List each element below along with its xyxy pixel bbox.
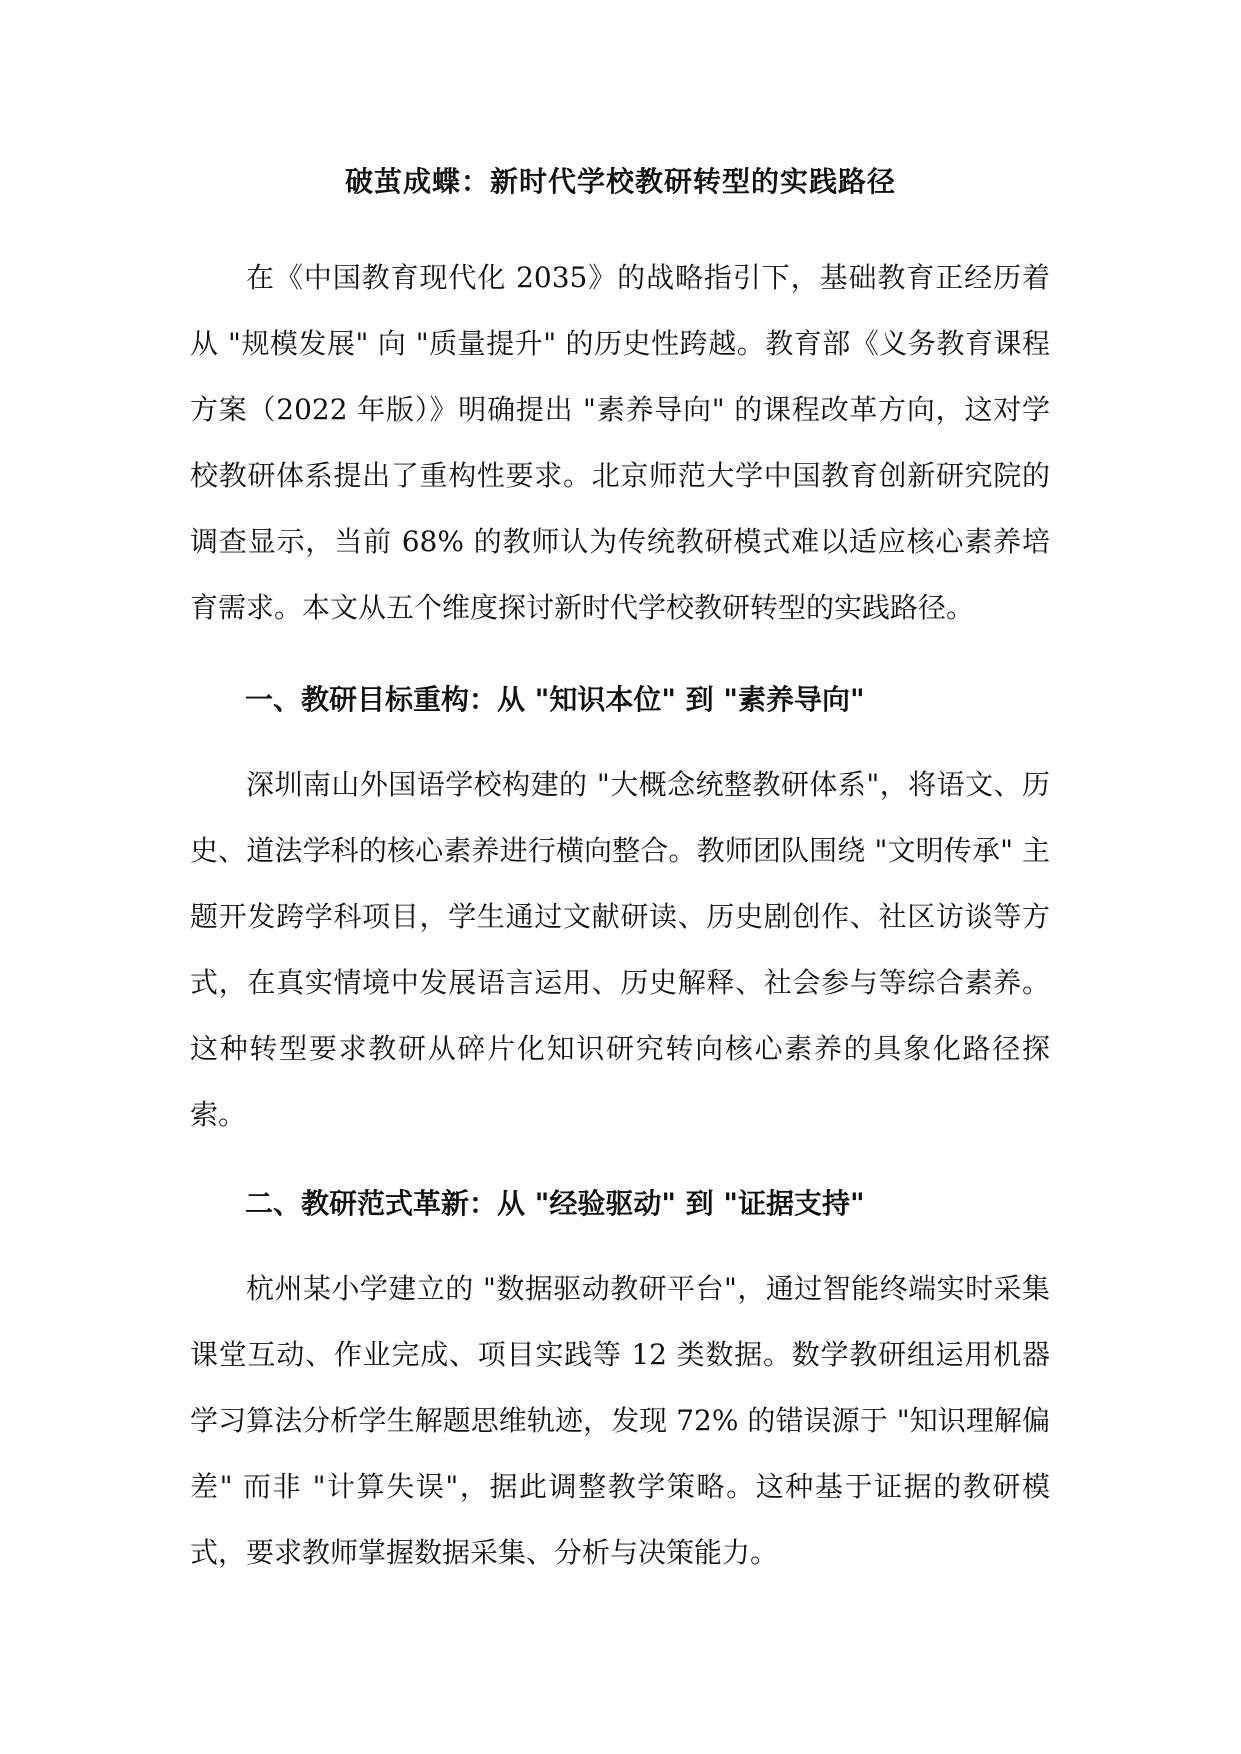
document-title: 破茧成蝶：新时代学校教研转型的实践路径 [344,165,896,198]
section-body-2: 杭州某小学建立的 "数据驱动教研平台"，通过智能终端实时采集课堂互动、作业完成、项目实践等 12 类数据。数学教研组运用机器学习算法分析学生解题思维轨迹，发现 72% 的错误源于 "知识理解偏差" 而非 "计算失误"，据此调整教学策略。这种基于证据的教研模式，要求教师掌握数据采集、分析与决策能力。 [190,1272,1050,1569]
intro-paragraph: 在《中国教育现代化 2035》的战略指引下，基础教育正经历着从 "规模发展" 向 "质量提升" 的历史性跨越。教育部《义务教育课程方案（2022 年版）》明确提出 "素养导向" 的课程改革方向，这对学校教研体系提出了重构性要求。北京师范大学中国教育创新研究院的调查显示，当前 68% 的教师认为传统教研模式难以适应核心素养培育需求。本文从五个维度探讨新时代学校教研转型的实践路径。 [190,261,1050,624]
section-heading-1: 一、教研目标重构：从 "知识本位" 到 "素养导向" [245,683,865,716]
section-heading-2: 二、教研范式革新：从 "经验驱动" 到 "证据支持" [245,1187,865,1220]
section-body-1: 深圳南山外国语学校构建的 "大概念统整教研体系"，将语文、历史、道法学科的核心素养进行横向整合。教师团队围绕 "文明传承" 主题开发跨学科项目，学生通过文献研读、历史剧创作、社区访谈等方式，在真实情境中发展语言运用、历史解释、社会参与等综合素养。这种转型要求教研从碎片化知识研究转向核心素养的具象化路径探索。 [190,768,1050,1131]
